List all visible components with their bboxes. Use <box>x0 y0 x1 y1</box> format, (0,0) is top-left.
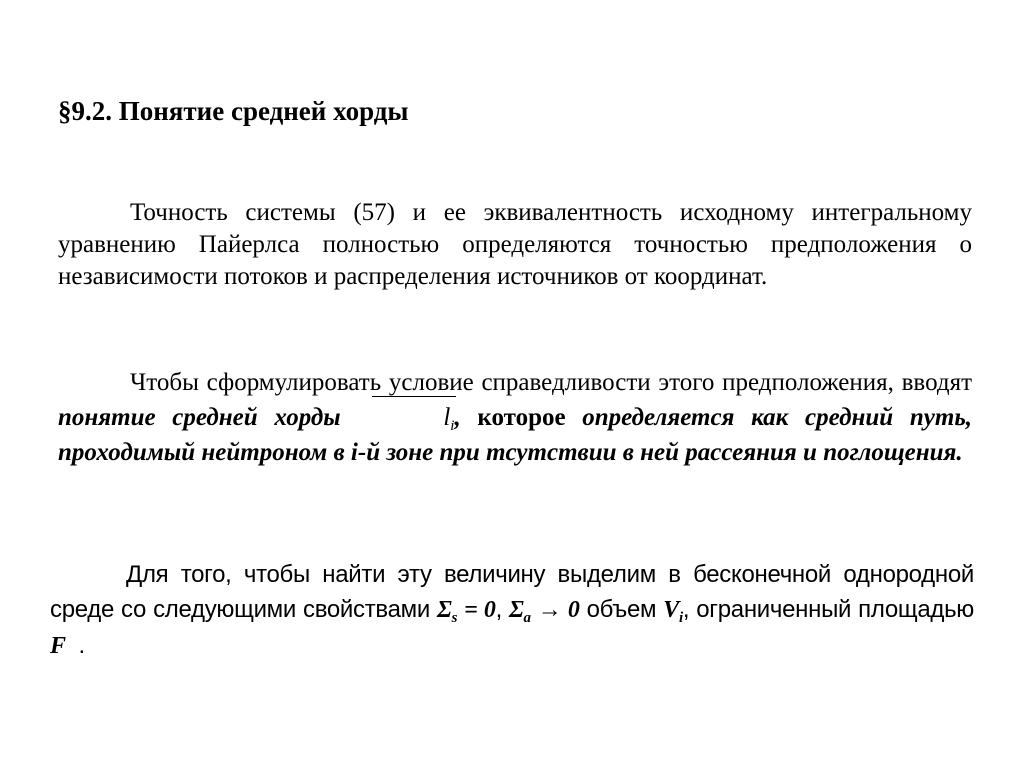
p3-mid: объем <box>586 596 657 623</box>
p3-end: . <box>78 632 85 659</box>
p2-lead: Чтобы сформулировать условие справедливости этого предположения, вводят <box>130 369 972 396</box>
p2-comma: , <box>454 404 461 431</box>
section-heading: §9.2. Понятие средней хорды <box>58 96 409 126</box>
p3-sep: , <box>495 596 502 623</box>
p2-definition: определяется как средний путь, проходимый нейтроном в i-й зоне при тсутствии в ней рассеяния и поглощения. <box>58 404 972 466</box>
p2-term: понятие средней хорды <box>58 404 341 431</box>
paragraph-volume <box>50 557 974 664</box>
paragraph-mean-chord <box>58 365 972 470</box>
paragraph-accuracy: Точность системы (57) и ее эквивалентность исходному интегральному уравнению Пайерлса полностью определяются точностью предположения о независимости потоков и распределения источников от координат. <box>58 199 972 290</box>
sigma-s-equals: = 0 <box>464 597 496 623</box>
sigma-a-symbol: $\Sigma_a$ <box>508 597 531 626</box>
mean-chord-symbol: $l_i$ <box>371 400 454 435</box>
volume-symbol: $V_i$ <box>663 597 683 626</box>
p3-lead: Для того, чтобы найти эту величину выделим в бесконечной однородной среде со следующими свойствами <box>50 561 974 623</box>
sigma-s-symbol: $\Sigma_s$ <box>437 597 458 626</box>
sigma-a-arrow: → 0 <box>537 597 580 623</box>
area-symbol: F <box>50 633 66 659</box>
p3-after-v: , ограниченный площадью <box>682 596 974 623</box>
p2-tail: которое <box>477 404 566 431</box>
